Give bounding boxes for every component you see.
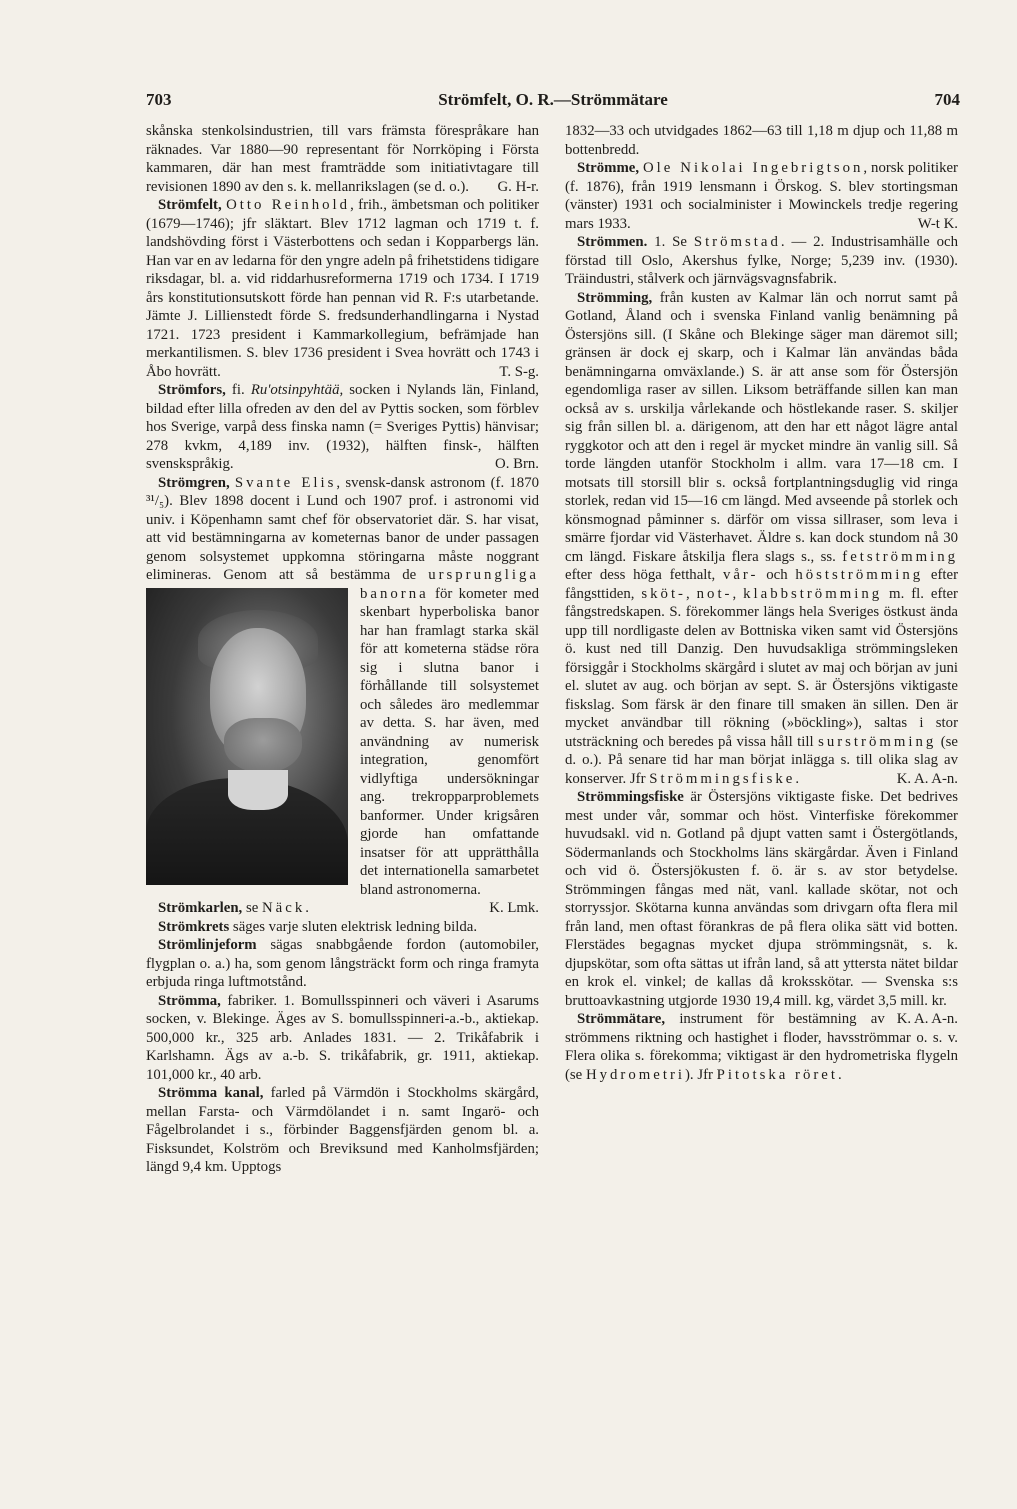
portrait-beard	[224, 718, 302, 773]
entry-text: ,	[686, 585, 697, 602]
entry-stromming	[565, 289, 958, 789]
entry-headword: Strömgren,	[158, 474, 230, 491]
spaced-term: sköt-	[641, 585, 686, 602]
entry-text: 1. Se	[647, 234, 694, 250]
running-title: Strömfelt, O. R.—Strömmätare	[438, 90, 668, 109]
entry-text: .	[305, 900, 309, 916]
entry-text: , frih., ämbetsman och politiker (1679—1746); jfr släktart. Blev 1712 lagman och 1719 t. f. landshövding först i Västerbottens och sedan i Kopparbergs län. Han var en av ledarna för den yngre adeln på frihetstidens tidigare riksdagar, bl. a. vid riddarhusreformerna 1719 och 1734. I 1719 års konstitutionsutskott förde han pennan vid R. F:s utarbetande. Jämte J. Lillienstedt förde S. fredsunderhandlingarna i Nystad 1721. 1723 president i Kammarkollegium, befrämjade han merkantilismen. S. blev 1736 president i Svea hovrätt och 1743 i Åbo hovrätt.	[146, 197, 540, 380]
entry-text: .	[837, 1066, 842, 1083]
author-signature: G. H-r.	[497, 178, 539, 195]
entry-headword: Strömmätare,	[577, 1011, 666, 1027]
author-signature: K. A. A-n.	[896, 770, 958, 787]
author-signature: T. S-g.	[499, 363, 539, 380]
entry-headword: Strömfors,	[158, 382, 226, 398]
entry-stromma	[146, 992, 539, 1085]
entry-text: efter dess höga fetthalt,	[565, 567, 723, 583]
spaced-term: vår-	[722, 567, 759, 583]
entry-text: 1832—33 och utvidgades 1862—63 till 1,18 m djup och 11,88 m bottenbredd.	[565, 123, 958, 158]
entry-text: (se d. o.). På senare tid har man börjat inlägga s. till olika slag av konserver. Jfr	[565, 733, 958, 787]
entry-stromlinjeform	[146, 936, 539, 992]
cross-reference: Strömmingsfiske	[649, 770, 796, 787]
spaced-term: höstströmming	[795, 567, 924, 583]
entry-spaced-term: ursprungliga banorna	[360, 567, 539, 602]
spaced-term: surströmming	[818, 733, 937, 750]
cross-reference: Strömstad	[693, 234, 781, 250]
entry-continuation	[565, 122, 958, 159]
author-signature: K. A. A-n.	[896, 1011, 958, 1027]
entry-text: ,	[732, 585, 744, 602]
entry-stromma-kanal	[146, 1084, 539, 1177]
spaced-term: fetströmming	[842, 548, 958, 565]
entry-stromkrets	[146, 918, 539, 937]
entry-headword: Strömma kanal,	[158, 1085, 264, 1101]
page-number-right: 704	[934, 90, 960, 109]
entry-headword: Strömkrets	[158, 918, 230, 935]
entry-continuation	[146, 122, 539, 196]
entry-headword: Strömma,	[158, 992, 221, 1009]
entry-text: efter fångsttiden,	[565, 567, 959, 602]
entry-stromme	[565, 159, 958, 233]
author-signature: W-t K.	[917, 215, 958, 232]
right-column	[565, 122, 958, 1084]
entry-stromfelt-otto	[146, 196, 539, 381]
entry-text: är Östersjöns viktigaste fiske. Det bedrives mest under vår, sommar och höst. Vinterfiske förekommer huvudsakl. vid n. Gotland på djupt vatten samt i Östergötlands, Södermanlands och Stockholms läns skärgårdar. Även i Finland och vid ö. Östersjökusten f. ö. är s. av stor betydelse. Strömmingen fångas med nät, vanl. kallade skötar, not och storryssjor. Skötarna kunna användas som drivgarn ofta flera mil från land, men oftast förankras de på flera olika sätt vid botten. Flerstädes begagnas mycket djupa strömmingsnät, s. k. djupskötar, som ofta sättas ut ifrån land, så att yttersta nätet bildar en krok el. vinkel; de kallas då kroksskötar. — Svenska s:s bruttoavkastning utgjorde 1930 19,4 mill. kg, värdet 3,5 mill. kr.	[565, 789, 958, 1009]
entry-headword: Strömmen.	[577, 234, 648, 250]
entry-strommen	[565, 233, 958, 289]
entry-text: .	[795, 770, 800, 787]
portrait-image	[146, 588, 348, 885]
spaced-term: klabbströmming	[743, 585, 883, 602]
entry-stromfors	[146, 381, 539, 474]
entry-text: säges varje sluten elektrisk ledning bilda.	[229, 918, 478, 935]
entry-text: sägas snabbgående fordon (automobiler, flygplan o. a.) ha, som genom långsträckt form och ringa framyta erbjuda ringa luftmotstånd.	[146, 937, 539, 990]
page-header	[146, 90, 960, 118]
entry-name-spaced: Otto Reinhold	[226, 197, 351, 213]
entry-text: farled på Värmdön i Stockholms skärgård, mellan Farsta- och Värmdölandet i n. samt Ingarö- och Fågelbrolandet i s., förbinder Baggensfjärden genom bl. a. Fisksundet, Kolström och Breviksund med Kanholmsfjärden; längd 9,4 km. Upptogs	[146, 1085, 539, 1175]
entry-text: ). Jfr	[685, 1066, 717, 1083]
entry-text: för kometer med skenbart hyperboliska banor har han framlagt starka skäl för att kometerna städse röra sig i slutna banor i förhållande till solsystemet och således äro medlemmar av detta. S. har även, med användning av numerisk integration, genomfört vidlyftiga undersökningar ang. trekropparproblemets banformer. Under krigsåren gjorde han omfattande insatser för att upprätthålla det internationella samarbetet bland astronomerna.	[360, 585, 539, 898]
entry-text: från kusten av Kalmar län och norrut samt på Gotland, Åland och i svenska Finland vanlig benämning på Östersjöns sill. (I Skåne och Blekinge säger man däremot sill; gränsen är dock ej skarp, och i Kalmar län användas båda benämningarna omväxlande.) S. är att anse som för Östersjön egendomliga raser av sillen. Liksom beträffande sillen kan man också av s. urskilja vårlekande och höstlekande raser. S. skiljer sig från sillen bl. a. därigenom, att den har ett något lägre antal ryggkotor och att den i regel är mycket mindre än vanlig sill. Så torde längden utanför Stockholm i allm. vara 17—18 cm. I motsats till storsill blir s. också fortplantningsduglig vid ringa storlek, redan vid 15—16 cm längd. Med avseende på storlek och könsmognad påminner s. därför om vissa sillraser, som leva i smärre fjordar vid Västerhavet. Äldre s. kan dock stundom nå 30 cm längd. Fiskare åtskilja flera slags s., ss.	[565, 289, 958, 565]
entry-text: ). Blev 1898 docent i Lund och 1907 prof. i astronomi vid univ. i Köpenhamn samt chef för observatoriet där. S. har visat, att vid bestämningarna av kometernas banor de under passagen genom solsystemet uppkomna störingarna måste noggrant elimineras. Genom att så bestämma de	[146, 493, 539, 583]
entry-text: se	[242, 900, 262, 916]
page-number-left: 703	[146, 90, 172, 109]
entry-headword: Strömming,	[577, 289, 653, 306]
left-column	[146, 122, 539, 1177]
entry-text: fi.	[225, 382, 251, 398]
spaced-term: not-	[696, 585, 733, 602]
entry-headword: Strömkarlen,	[158, 900, 243, 916]
portrait-collar	[228, 770, 288, 810]
entry-text: skånska stenkolsindustrien, till vars främsta förespråkare han räknades. Var 1880—90 representant för Norrköping i Första kammaren, där han mest framträdde som initiativtagare till revisionen 1890 av den s. k. mellanrikslagen (se d. o.).	[146, 123, 539, 195]
birth-date: ³¹/₅	[146, 493, 165, 509]
entry-headword: Strömfelt,	[158, 197, 222, 213]
author-signature: O. Brn.	[495, 456, 539, 472]
entry-text: socken i Nylands län, Finland, bildad efter lilla ofreden av den del av Pyttis socken, som förblev hos Sverige, varpå dess finska namn (= Sveriges Pyttis) hänvisar; 278 kvkm, 4,189 inv. (1932), hälften finsk-, hälften svenskspråkig.	[146, 382, 539, 472]
entry-headword: Strömlinjeform	[158, 937, 257, 953]
entry-headword: Strömmingsfiske	[577, 789, 684, 805]
cross-reference: Pitotska röret	[716, 1066, 838, 1083]
entry-name-spaced: Svante Elis	[234, 474, 337, 491]
portrait-photo	[146, 588, 348, 885]
entry-text: instrument för bestämning av strömmens riktning och hastighet i floder, havsströmmar o. s. v. Flera olika s. förekomma; viktigast är den hydrometriska flygeln (se	[565, 1011, 958, 1083]
entry-text: och	[758, 567, 796, 583]
cross-reference: Hydrometri	[585, 1066, 685, 1083]
entry-name-spaced: Ole Nikolai Ingebrigtson	[642, 160, 864, 176]
entry-headword: Strömme,	[577, 160, 640, 176]
finnish-name: Ru'otsinpyhtää,	[250, 382, 344, 398]
cross-reference: Näck	[262, 900, 306, 916]
author-signature: K. Lmk.	[489, 900, 539, 916]
entry-text: , norsk politiker (f. 1876), från 1919 lensmann i Örskog. S. blev stortingsman (vänster) 1931 och socialminister i Mowinckels tredje regering mars 1933.	[565, 160, 958, 232]
entry-text: , svensk-dansk astronom (f. 1870	[336, 474, 539, 491]
entry-text: m. fl. efter fångstredskapen. S. förekommer längs hela Sveriges östkust ända upp till nordligaste delen av Bottniska viken samt vid Östersjöns ö. kust ned till Danzig. Den huvudsakliga strömmingsleken försiggår i Stockholms skärgård i slutet av maj och början av juni el. slutet av aug. och början av sept. S. är Östersjöns viktigaste fiskslag. Som färsk är den finare till smaken än sillen. Den är mycket användbar till rökning (»böckling»), saltas i stor utsträckning och beredes på vissa håll till	[565, 585, 958, 750]
entry-text: fabriker. 1. Bomullsspinneri och väveri i Asarums socken, v. Blekinge. Äges av S. bomullsspinneri-a.-b., aktiekap. 500,000 kr., 325 arb. Anlades 1831. — 2. Trikåfabrik i Karlshamn. Ägs av a.-b. S. trikåfabrik, gr. 1911, aktiekap. 101,000 kr., 40 arb.	[146, 992, 539, 1083]
entry-text: . — 2. Industrisamhälle och förstad till Oslo, Akershus fylke, Norge; 5,239 inv. (1930). Träindustri, stålverk och järnvägsvagnsfabrik.	[565, 234, 958, 287]
